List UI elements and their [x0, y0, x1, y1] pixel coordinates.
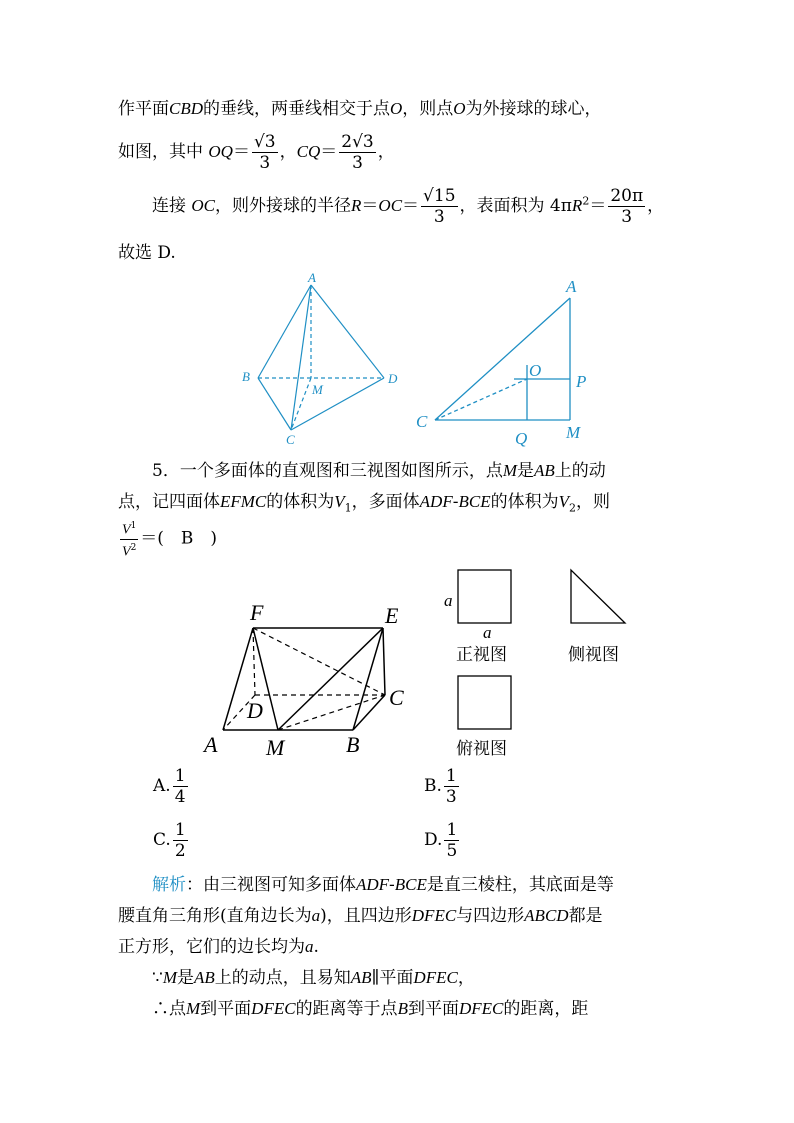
front-bottom-a: a — [483, 623, 492, 642]
label-E: E — [385, 603, 399, 628]
option-letter: A. — [153, 776, 171, 796]
option-letter: D. — [424, 830, 443, 850]
option-fraction — [444, 766, 459, 807]
text: R — [351, 196, 362, 215]
denominator: 3 — [621, 207, 633, 227]
top-view-label: 俯视图 — [456, 739, 507, 758]
numerator: 1 — [174, 766, 186, 786]
option-fraction — [173, 820, 188, 861]
label-P: P — [576, 372, 587, 391]
text: 是 — [517, 461, 534, 481]
text: ，表面积为 4π — [459, 196, 572, 216]
solution-line2 — [118, 905, 603, 927]
denominator: 3 — [433, 207, 445, 227]
text: AB — [194, 968, 215, 987]
text: ：由三视图可知多面体 — [186, 875, 356, 895]
text: 2 — [130, 542, 137, 553]
text: a — [305, 937, 314, 956]
text: 的距离等于点 — [295, 999, 398, 1019]
text: DFEC — [251, 999, 296, 1018]
text: ＝ — [232, 142, 250, 162]
text: R — [571, 196, 583, 215]
text: O — [453, 99, 466, 118]
label-A: A — [308, 270, 316, 285]
denominator: 4 — [174, 787, 186, 807]
q5-line2 — [118, 491, 610, 519]
text: 故选 D. — [118, 243, 176, 263]
text: ，则 — [575, 492, 610, 512]
denominator: 3 — [352, 153, 363, 173]
label-C: C — [389, 685, 404, 710]
side-view-triangle — [571, 570, 625, 623]
q5-line1 — [152, 460, 606, 482]
denominator: 5 — [446, 841, 458, 861]
text: ∴点 — [152, 999, 186, 1019]
text: V — [122, 544, 131, 560]
text: ABCD — [524, 906, 569, 925]
text: 上的动点，且易知 — [214, 968, 351, 988]
text: 的垂线，两垂线相交于点 — [203, 99, 390, 119]
label-A: A — [566, 277, 577, 296]
text: 上的动 — [554, 461, 606, 481]
text: )，且四边形 — [320, 906, 412, 926]
option-fraction — [173, 766, 188, 807]
label-D: D — [388, 371, 398, 386]
prism-figure — [198, 595, 423, 765]
fraction-v1-over-v2 — [120, 518, 138, 560]
text: 1 — [130, 521, 137, 531]
fraction-20pi-over-3 — [608, 186, 645, 227]
label-F: F — [250, 600, 264, 625]
option-B[interactable] — [424, 766, 461, 807]
text: 如图，其中 — [118, 142, 203, 162]
text: BCE — [458, 492, 491, 511]
text: ADF — [356, 875, 390, 894]
text: 的距离，距 — [503, 999, 589, 1019]
front-side-a: a — [444, 591, 453, 610]
text: 2 — [568, 501, 576, 515]
text: 点，记四面体 — [118, 492, 220, 512]
text: DFEC — [458, 999, 504, 1018]
text: BCE — [394, 875, 427, 894]
option-letter: C. — [153, 830, 171, 850]
tetrahedron-figure — [238, 270, 410, 450]
text: M — [186, 999, 201, 1018]
label-A: A — [204, 732, 218, 757]
text: V — [334, 492, 345, 511]
para2-line2 — [118, 242, 176, 264]
denominator: 2 — [174, 841, 186, 861]
text: 是直三棱柱，其底面是等 — [426, 875, 614, 895]
label-C: C — [286, 432, 295, 447]
text: - — [389, 875, 395, 895]
text: 与四边形 — [456, 906, 525, 926]
text: ∥平面 — [371, 968, 414, 988]
text: 到平面 — [407, 999, 459, 1019]
numerator: 1 — [174, 820, 186, 840]
text: ＝ — [361, 196, 379, 216]
solution-tag: 解析 — [152, 875, 186, 895]
text: 5．一个多面体的直观图和三视图如图所示，点 — [152, 461, 503, 481]
option-D[interactable] — [424, 820, 461, 861]
three-views-figure — [430, 562, 640, 762]
text: ， — [457, 968, 475, 988]
fraction-2sqrt3-over-3 — [339, 132, 375, 173]
label-M: M — [312, 382, 323, 397]
text: 腰直角三角形(直角边长为 — [118, 906, 312, 926]
text: ＝( B ) — [140, 528, 218, 549]
text: OQ — [208, 142, 233, 161]
text: ADF — [419, 492, 453, 511]
text: DFEC — [411, 906, 457, 925]
label-M: M — [566, 423, 581, 442]
text: 1 — [344, 501, 352, 515]
denominator: 3 — [259, 153, 271, 173]
text: ，则点 — [402, 99, 454, 119]
side-view-label: 侧视图 — [568, 645, 619, 664]
triangle-figure — [410, 272, 615, 452]
text: 是 — [177, 968, 194, 988]
option-A[interactable] — [153, 766, 190, 807]
para2-line1 — [152, 186, 664, 227]
text: CBD — [169, 99, 203, 118]
option-C[interactable] — [153, 820, 190, 861]
text: 的体积为 — [490, 492, 559, 512]
text: M — [502, 461, 517, 480]
text: ， — [279, 142, 297, 162]
q5-line3 — [118, 518, 217, 560]
solution-line5 — [152, 998, 588, 1020]
text: DFEC — [413, 968, 458, 987]
text: M — [162, 968, 177, 987]
label-B: B — [242, 369, 250, 384]
text: B — [397, 999, 408, 1018]
text: . — [313, 937, 319, 957]
text: - — [452, 492, 459, 512]
text: V — [558, 492, 569, 511]
front-view-label: 正视图 — [456, 645, 507, 664]
denominator: 3 — [445, 787, 457, 807]
label-C: C — [416, 412, 428, 431]
numerator: 1 — [446, 820, 458, 840]
text: EFMC — [220, 492, 267, 511]
label-D: D — [247, 698, 263, 723]
numerator: √3 — [253, 132, 276, 152]
text: 作平面 — [118, 99, 169, 119]
front-view-square — [458, 570, 511, 623]
text: ＝ — [589, 196, 607, 216]
label-B: B — [346, 732, 360, 757]
text: ，则外接球的半径 — [215, 196, 352, 216]
option-letter: B. — [424, 776, 442, 796]
text: AB — [350, 968, 372, 987]
fraction-sqrt15-over-3 — [421, 186, 457, 227]
option-fraction — [444, 820, 459, 861]
text: ∵ — [152, 968, 163, 988]
text: 正方形，它们的边长均为 — [118, 937, 305, 957]
text: ，多面体 — [351, 492, 420, 512]
text: 到平面 — [200, 999, 252, 1019]
fraction-sqrt3-over-3 — [252, 132, 278, 173]
text: 连接 — [152, 196, 186, 216]
text: OC — [191, 196, 216, 215]
text: ＝ — [402, 196, 420, 216]
numerator: √15 — [423, 186, 456, 206]
label-M: M — [266, 735, 285, 760]
text: 为外接球的球心， — [465, 99, 602, 119]
text: 的体积为 — [266, 492, 335, 512]
text: ＝ — [320, 142, 338, 162]
label-Q: Q — [515, 429, 528, 448]
text: CQ — [296, 142, 321, 161]
text: 都是 — [568, 906, 603, 926]
text: ， — [377, 142, 395, 162]
solution-line1 — [152, 874, 614, 896]
text: OC — [378, 196, 403, 215]
numerator: 2√3 — [341, 132, 374, 152]
text: V — [122, 522, 131, 538]
text: a — [311, 906, 321, 925]
para1-line1 — [118, 98, 602, 120]
text: O — [390, 99, 403, 118]
numerator: 20π — [610, 186, 644, 206]
top-view-square — [458, 676, 511, 729]
solution-line3 — [118, 936, 319, 958]
label-O: O — [529, 361, 542, 380]
text: ， — [647, 196, 665, 216]
para1-line2 — [118, 132, 395, 173]
text: AB — [534, 461, 555, 480]
solution-line4 — [152, 967, 475, 989]
text: 2 — [582, 194, 590, 208]
numerator: 1 — [445, 766, 457, 786]
